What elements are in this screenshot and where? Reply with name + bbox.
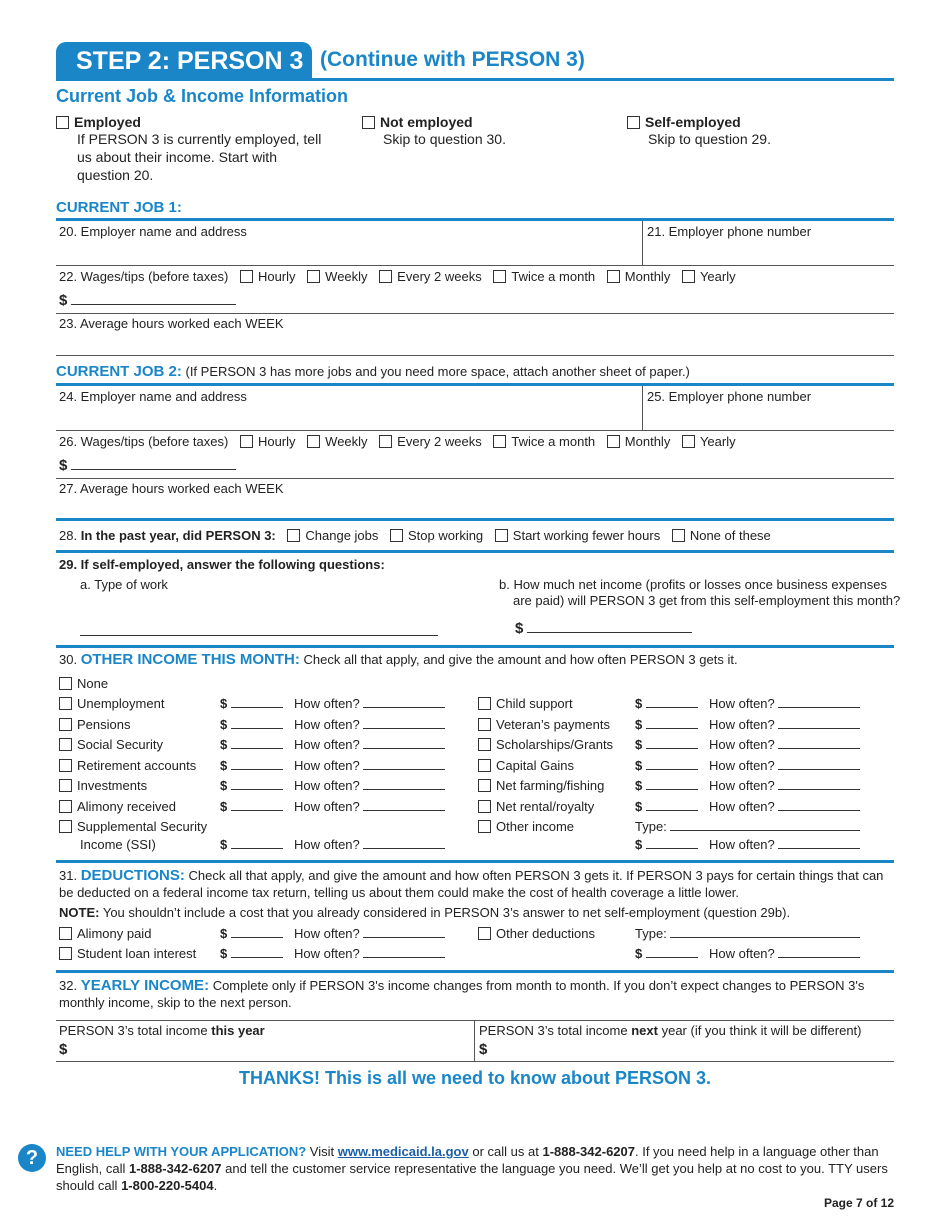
income-row-ssi[interactable]: Supplemental Security Income (SSI) $ How often? <box>59 819 459 855</box>
divider <box>56 1061 894 1062</box>
q32-rule <box>56 970 894 973</box>
q28-option[interactable]: Change jobs <box>287 528 378 543</box>
q31-title: DEDUCTIONS: <box>80 867 185 884</box>
q24-label: 24. Employer name and address <box>59 389 247 404</box>
deduction-row-other[interactable]: Other deductions Type: $ How often? <box>478 926 878 962</box>
job2-title: CURRENT JOB 2: <box>56 363 182 380</box>
q23-label: 23. Average hours worked each WEEK <box>59 316 284 331</box>
not-employed-label: Not employed <box>380 114 473 130</box>
income-row[interactable]: Scholarships/Grants $ How often? <box>478 737 878 755</box>
q32-text: 32. YEARLY INCOME: Complete only if PERSON 3's income changes from month to month. If you don’t expect changes to PERSON 3's monthly income, skip to the next person. <box>59 977 865 1010</box>
q22-amount[interactable]: $ <box>59 292 236 309</box>
q29a-input[interactable] <box>80 635 438 636</box>
q28-question: In the past year, did PERSON 3: <box>80 528 276 543</box>
income-row[interactable]: Child support $ How often? <box>478 696 878 714</box>
thanks-message: THANKS! This is all we need to know about PERSON 3. <box>238 1068 712 1088</box>
q31-rule <box>56 860 894 863</box>
job2-header <box>56 363 690 380</box>
q31-text: 31. DEDUCTIONS: Check all that apply, and give the amount and how often PERSON 3 gets it. If PERSON 3 pays for certain things that can be deducted on a federal income tax return, telling us about them could make the cost of health coverage a little lower. <box>59 867 884 900</box>
q28-rule <box>56 518 894 521</box>
self-employed-label: Self-employed <box>645 114 741 130</box>
q30-desc: Check all that apply, and give the amount and how often PERSON 3 gets it. <box>303 652 738 667</box>
q28-option[interactable]: Stop working <box>390 528 483 543</box>
q23-field[interactable] <box>59 316 284 331</box>
employed-label: Employed <box>74 114 141 130</box>
income-row[interactable]: Unemployment $ How often? <box>59 696 459 714</box>
wage-option[interactable]: Yearly <box>682 434 736 449</box>
income-row-other[interactable]: Other income Type: $ How often? <box>478 819 878 855</box>
not-employed-checkbox[interactable] <box>362 116 375 129</box>
q29b-label: b. How much net income (profits or losses once business expenses are paid) will PERSON 3 get from this self-employment this month? <box>499 577 901 608</box>
step-title: STEP 2: PERSON 3 <box>76 47 304 75</box>
next-year-field[interactable]: PERSON 3’s total income next year (if you think it will be different) $ <box>479 1023 862 1058</box>
q30-header: 30. OTHER INCOME THIS MONTH: Check all that apply, and give the amount and how often PERSON 3 gets it. <box>59 651 738 668</box>
q29b-amount[interactable]: $ <box>515 620 692 637</box>
divider <box>56 478 894 479</box>
self-employed-option[interactable] <box>627 114 867 148</box>
q21-label: 21. Employer phone number <box>647 224 812 239</box>
not-employed-option[interactable] <box>362 114 602 148</box>
wage-option[interactable]: Twice a month <box>493 269 595 284</box>
q26-amount[interactable]: $ <box>59 457 236 474</box>
q30-none[interactable]: None <box>59 676 108 691</box>
job2-note: (If PERSON 3 has more jobs and you need more space, attach another sheet of paper.) <box>185 364 690 379</box>
wage-option[interactable]: Monthly <box>607 434 671 449</box>
medicaid-link[interactable]: www.medicaid.la.gov <box>337 1144 469 1159</box>
wage-option[interactable]: Every 2 weeks <box>379 269 482 284</box>
q31-desc: Check all that apply, and give the amount and how often PERSON 3 gets it. If PERSON 3 pays for certain things that can be deducted on a federal income tax return, telling us about them could make the cost of health coverage a little lower. <box>59 868 884 900</box>
income-row[interactable]: Pensions $ How often? <box>59 717 459 735</box>
help-text: NEED HELP WITH YOUR APPLICATION? Visit www.medicaid.la.gov or call us at 1-888-342-6207. If you need help in a language other than English, call 1-888-342-6207 and tell the customer service representative the language you need. We’ll get you help at no cost to you. TTY users should call 1-800-220-5404. <box>56 1144 888 1193</box>
income-row[interactable]: Alimony received $ How often? <box>59 799 459 817</box>
divider <box>56 265 894 266</box>
continue-text: (Continue with PERSON 3) <box>320 48 585 71</box>
wage-option[interactable]: Monthly <box>607 269 671 284</box>
employed-desc: If PERSON 3 is currently employed, tell us about their income. Start with question 20. <box>77 131 322 183</box>
page-number: Page 7 of 12 <box>823 1196 894 1210</box>
deduction-row[interactable]: Student loan interest $ How often? <box>59 946 459 964</box>
q24-field[interactable] <box>56 386 642 430</box>
q29-title: 29. If self-employed, answer the following questions: <box>59 557 385 572</box>
q26-row <box>59 434 736 449</box>
divider <box>56 313 894 314</box>
q28-option[interactable]: None of these <box>672 528 771 543</box>
income-row[interactable]: Investments $ How often? <box>59 778 459 796</box>
q29a-label: a. Type of work <box>80 577 168 592</box>
help-icon: ? <box>18 1144 46 1172</box>
income-row[interactable]: Veteran’s payments $ How often? <box>478 717 878 735</box>
wage-option[interactable]: Yearly <box>682 269 736 284</box>
q25-field[interactable] <box>642 386 894 430</box>
q32-desc: Complete only if PERSON 3's income changes from month to month. If you don’t expect changes to PERSON 3's monthly income, skip to the next person. <box>59 978 865 1010</box>
q28-option[interactable]: Start working fewer hours <box>495 528 660 543</box>
q30-rule <box>56 645 894 648</box>
self-employed-desc: Skip to question 29. <box>648 131 771 147</box>
income-row[interactable]: Net rental/royalty $ How often? <box>478 799 878 817</box>
q25-label: 25. Employer phone number <box>647 389 812 404</box>
self-employed-checkbox[interactable] <box>627 116 640 129</box>
this-year-field[interactable]: PERSON 3’s total income this year $ <box>56 1021 475 1061</box>
q22-label: 22. Wages/tips (before taxes) <box>59 269 229 284</box>
income-row[interactable]: Net farming/fishing $ How often? <box>478 778 878 796</box>
divider <box>56 355 894 356</box>
q28-row: 28. In the past year, did PERSON 3: Change jobs Stop working Start working fewer hours None of these <box>59 528 771 543</box>
q27-label: 27. Average hours worked each WEEK <box>59 481 284 496</box>
employed-checkbox[interactable] <box>56 116 69 129</box>
income-row[interactable]: Capital Gains $ How often? <box>478 758 878 776</box>
help-title: NEED HELP WITH YOUR APPLICATION? <box>56 1144 307 1159</box>
section-title: Current Job & Income Information <box>56 86 349 106</box>
q26-label: 26. Wages/tips (before taxes) <box>59 434 229 449</box>
header-rule <box>56 78 894 81</box>
q20-field[interactable] <box>56 221 642 265</box>
wage-option[interactable]: Weekly <box>307 434 367 449</box>
employed-option[interactable] <box>56 114 336 184</box>
q30-title: OTHER INCOME THIS MONTH: <box>80 651 300 668</box>
q20-label: 20. Employer name and address <box>59 224 247 239</box>
deduction-row[interactable]: Alimony paid $ How often? <box>59 926 459 944</box>
wage-option[interactable]: Hourly <box>240 434 296 449</box>
not-employed-desc: Skip to question 30. <box>383 131 506 147</box>
divider <box>56 430 894 431</box>
q29-rule <box>56 550 894 553</box>
wage-option[interactable]: Twice a month <box>493 434 595 449</box>
q22-row <box>59 269 736 284</box>
wage-option[interactable]: Hourly <box>240 269 296 284</box>
income-row[interactable]: Retirement accounts $ How often? <box>59 758 459 776</box>
job1-title: CURRENT JOB 1: <box>56 199 182 216</box>
q27-field[interactable] <box>59 481 284 496</box>
income-row[interactable]: Social Security $ How often? <box>59 737 459 755</box>
q21-field[interactable] <box>642 221 894 265</box>
q32-title: YEARLY INCOME: <box>80 977 210 994</box>
q31-note: NOTE: You shouldn’t include a cost that you already considered in PERSON 3’s answer to net self-employment (question 29b). <box>59 905 791 920</box>
wage-option[interactable]: Weekly <box>307 269 367 284</box>
wage-option[interactable]: Every 2 weeks <box>379 434 482 449</box>
